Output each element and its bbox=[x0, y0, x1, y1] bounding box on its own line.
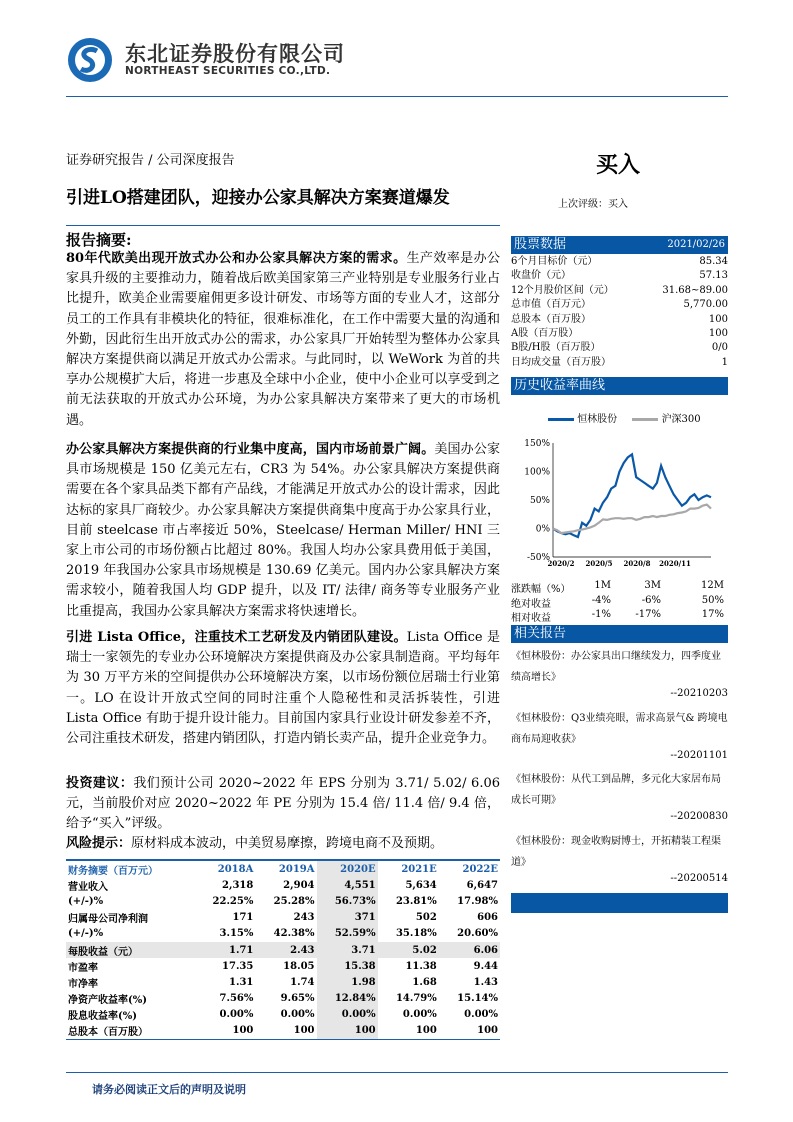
stock-data-row bbox=[511, 269, 728, 283]
summary-paragraph-1 bbox=[66, 249, 500, 431]
table-cell: (+/-)% bbox=[68, 928, 104, 940]
table-row bbox=[66, 910, 500, 926]
table-cell: 243 bbox=[293, 912, 315, 924]
table-header-cell: 2018A bbox=[217, 863, 254, 875]
returns-cell: 涨跌幅（%） bbox=[511, 584, 571, 595]
related-report-link[interactable]: 《恒林股份：现金收购厨博士，开拓精装工程渠道》 bbox=[511, 835, 721, 868]
paragraph-text: 我们预计公司 2020~2022 年 EPS 分别为 3.71/ 5.02/ 6.06 元，当前股价对应 2020~2022 年 PE 分别为 15.4 倍/ 11.4 倍/ 9.4 倍，给予“买入”评级。 bbox=[66, 776, 500, 832]
returns-cell: 3M bbox=[644, 580, 661, 591]
table-cell: 56.73% bbox=[317, 893, 378, 909]
stock-data-label: 12个月股价区间（元） bbox=[511, 284, 614, 296]
table-cell: 502 bbox=[415, 912, 437, 924]
table-cell: 52.59% bbox=[317, 926, 378, 942]
paragraph-lead: 投资建议： bbox=[66, 776, 134, 791]
table-cell: 营业收入 bbox=[68, 881, 108, 893]
rating: 买入 bbox=[596, 152, 641, 178]
table-cell: 100 bbox=[415, 1025, 437, 1037]
table-row bbox=[66, 877, 500, 893]
table-cell: 14.79% bbox=[395, 993, 437, 1005]
table-cell: 20.60% bbox=[457, 928, 498, 940]
table-cell: 1.71 bbox=[194, 942, 255, 958]
table-cell: 1.98 bbox=[317, 974, 378, 990]
paragraph-text: 美国办公家具市场规模是 150 亿美元左右，CR3 为 54%。办公家具解决方案提供商需要在各个家具品类下都有产品线，才能满足开放式办公的设计需求，因此达标的家具厂商较少。办公家具解决方案提供商集中度高于办公家具行业，目前 steelcase 市占率接近 50%，Steelcase/ Herman Miller/ HNI 三家上市公司的市场份额占比超过 80%。我国人均办公家具费用低于美国，2019 年我国办公家具市场规模是 130.69 亿美元。国内办公家具解决方案需求较小，随着我国人均 GDP 提升，以及 IT/ 法律/ 商务等专业服务产业比重提高，我国办公家具解决方案需求将快速增长。 bbox=[66, 442, 500, 619]
related-report-link[interactable]: 《恒林股份：从代工到品牌，多元化大家居布局成长可期》 bbox=[511, 774, 721, 806]
table-row bbox=[66, 974, 500, 990]
table-row bbox=[66, 958, 500, 974]
related-report-date: --20210203 bbox=[670, 688, 728, 699]
table-cell: 15.14% bbox=[457, 993, 498, 1005]
history-header bbox=[511, 377, 728, 395]
legend-swatch-henglin bbox=[548, 418, 574, 421]
related-reports-header bbox=[511, 625, 728, 643]
summary-heading: 报告摘要: bbox=[66, 231, 132, 249]
legend-label: 恒林股份 bbox=[577, 414, 618, 425]
stock-data-value: 100 bbox=[708, 313, 728, 325]
company-logo-icon bbox=[66, 36, 114, 84]
table-cell: 归属母公司净利润 bbox=[68, 914, 148, 926]
table-cell: 42.38% bbox=[273, 928, 315, 940]
stock-data-value: 85.34 bbox=[699, 256, 728, 267]
returns-cell: 12M bbox=[701, 580, 724, 591]
table-row bbox=[66, 1007, 500, 1023]
table-row bbox=[66, 926, 500, 942]
y-tick-label: 150% bbox=[524, 439, 550, 449]
company-name-cn: 东北证券股份有限公司 bbox=[125, 42, 345, 66]
table-cell: 1.74 bbox=[290, 976, 315, 988]
returns-cell: 50% bbox=[701, 594, 724, 606]
table-cell: 2.43 bbox=[255, 942, 316, 958]
table-cell: 606 bbox=[477, 912, 498, 924]
returns-cell: -17% bbox=[635, 609, 661, 620]
table-header-cell: 2022E bbox=[462, 863, 498, 875]
table-cell: 100 bbox=[317, 1023, 378, 1040]
return-chart bbox=[511, 430, 728, 575]
table-cell: 2,904 bbox=[283, 879, 315, 891]
table-cell: 100 bbox=[232, 1025, 254, 1037]
x-tick-label: 2020/11 bbox=[659, 559, 691, 568]
stock-data-value: 1 bbox=[721, 356, 728, 368]
paragraph-text: 原材料成本波动，中美贸易摩擦，跨境电商不及预期。 bbox=[131, 836, 444, 851]
stock-data-row bbox=[511, 284, 728, 298]
footer-disclaimer: 请务必阅读正文后的声明及说明 bbox=[92, 1083, 246, 1096]
stock-data-row bbox=[511, 313, 728, 327]
table-cell: 净资产收益率(%) bbox=[68, 995, 147, 1007]
x-tick-label: 2020/8 bbox=[623, 559, 651, 568]
table-cell: 1.43 bbox=[473, 976, 498, 988]
stock-data-row bbox=[511, 327, 728, 341]
paragraph-lead: 引进 Lista Office，注重技术工艺研发及内销团队建设。 bbox=[66, 630, 407, 645]
table-cell: 5,634 bbox=[405, 879, 437, 891]
stock-data-label: B股/H股（百万股） bbox=[511, 342, 601, 354]
table-row bbox=[66, 942, 500, 958]
legend-label: 沪深300 bbox=[661, 414, 701, 425]
stock-data-value: 31.68~89.00 bbox=[662, 284, 728, 296]
paragraph-text: 生产效率是办公家具升级的主要推动力，随着战后欧美国家第三产业特别是专业服务行业占比提升，欧美企业需要雇佣更多设计研发、市场等方面的专业人才，这部分员工的工作具有非模块化的特征，很难标准化，在工作中需要大量的沟通和外勤，因此衍生出开放式办公的需求，办公家具厂开始转型为整体办公家具解决方案提供商以满足开放式办公需求。与此同时，以 WeWork 为首的共享办公规模扩大后，将进一步惠及全球中小企业，使中小企业可以享受到之前无法获取的开放式办公环境，为办公家具解决方案带来了更大的市场机遇。 bbox=[66, 251, 500, 428]
table-cell: 11.38 bbox=[405, 960, 437, 972]
table-cell: 171 bbox=[232, 912, 254, 924]
table-header-cell: 2019A bbox=[278, 863, 315, 875]
stock-data-value: 5,770.00 bbox=[683, 299, 728, 311]
related-report-date: --20200830 bbox=[670, 811, 728, 822]
table-cell: 100 bbox=[477, 1025, 498, 1037]
stock-data-row bbox=[511, 341, 728, 355]
table-cell: (+/-)% bbox=[68, 895, 104, 907]
summary-paragraph-2 bbox=[66, 440, 500, 622]
table-cell: 9.65% bbox=[280, 993, 315, 1005]
stock-data-label: 收盘价（元） bbox=[511, 270, 571, 282]
stock-data-value: 100 bbox=[708, 328, 728, 339]
summary-paragraph-3 bbox=[66, 628, 500, 749]
table-cell: 0.00% bbox=[219, 1009, 254, 1021]
related-report-link[interactable]: 《恒林股份：Q3业绩亮眼，需求高景气& 跨境电商布局迎收获》 bbox=[511, 712, 728, 745]
table-cell: 25.28% bbox=[273, 895, 315, 907]
stock-data-label: 总市值（百万元） bbox=[511, 299, 591, 311]
series-line-henglin bbox=[553, 454, 711, 537]
stock-data-label: 总股本（百万股） bbox=[511, 313, 591, 325]
table-cell: 22.25% bbox=[212, 895, 254, 907]
table-cell: 3.71 bbox=[317, 942, 378, 958]
returns-cell: 相对收益 bbox=[511, 613, 551, 624]
table-cell: 5.02 bbox=[378, 942, 439, 958]
table-cell: 18.05 bbox=[283, 960, 315, 972]
stock-data-label: A股（百万股） bbox=[511, 328, 579, 339]
stock-data-date: 2021/02/26 bbox=[667, 239, 725, 250]
table-cell: 2,318 bbox=[222, 879, 254, 891]
x-tick-label: 2020/2 bbox=[547, 559, 575, 568]
table-row bbox=[66, 1023, 500, 1040]
table-cell: 6.06 bbox=[439, 942, 500, 958]
stock-data-label: 6个月目标价（元） bbox=[511, 256, 598, 267]
table-cell: 0.00% bbox=[402, 1009, 437, 1021]
paragraph-lead: 80年代欧美出现开放式办公和办公家具解决方案的需求。 bbox=[66, 251, 407, 266]
table-cell: 市净率 bbox=[68, 978, 98, 990]
blue-block bbox=[511, 893, 728, 913]
paragraph-text: Lista Office 是瑞士一家领先的专业办公环境解决方案提供商及办公家具制造商。平均每年为 30 万平方米的空间提供办公环境解决方案，以市场份额位居瑞士行业第一。LO 在设计开放式空间的同时注重个人隐秘性和灵活拆装性，引进 Lista Office 有助于提升设计能力。目前国内家具行业设计研发参差不齐，公司注重技术研发，搭建内销团队，打造内销长卖产品，提升企业竞争力。 bbox=[66, 630, 500, 747]
breadcrumb: 证券研究报告 / 公司深度报告 bbox=[66, 153, 235, 168]
company-name-en: NORTHEAST SECURITIES CO.,LTD. bbox=[125, 65, 331, 77]
paragraph-lead: 风险提示： bbox=[66, 836, 132, 851]
related-report-date: --20201101 bbox=[670, 749, 728, 761]
table-cell: 0.00% bbox=[280, 1009, 315, 1021]
table-cell: 9.44 bbox=[473, 960, 498, 972]
divider bbox=[66, 225, 500, 226]
table-cell: 市盈率 bbox=[68, 962, 98, 974]
x-tick-label: 2020/5 bbox=[585, 559, 613, 568]
related-report-link[interactable]: 《恒林股份：办公家具出口继续发力，四季度业绩高增长》 bbox=[511, 651, 721, 683]
y-tick-label: -50% bbox=[526, 553, 550, 563]
divider bbox=[66, 1072, 728, 1073]
returns-cell: 1M bbox=[594, 580, 611, 591]
table-cell: 总股本（百万股） bbox=[68, 1027, 148, 1039]
stock-data-row bbox=[511, 298, 728, 312]
returns-cell: 绝对收益 bbox=[511, 598, 551, 610]
table-cell: 0.00% bbox=[317, 1007, 378, 1023]
returns-cell: 17% bbox=[701, 609, 724, 620]
table-cell: 12.84% bbox=[317, 991, 378, 1007]
table-row bbox=[66, 893, 500, 909]
legend-swatch-hs300 bbox=[632, 418, 658, 421]
series-line-hs300 bbox=[553, 505, 711, 533]
table-cell: 0.00% bbox=[464, 1009, 498, 1021]
table-cell: 3.15% bbox=[219, 928, 254, 940]
investment-advice bbox=[66, 774, 500, 835]
section-heading: 历史收益率曲线 bbox=[514, 378, 606, 393]
stock-data-row bbox=[511, 255, 728, 269]
section-heading: 相关报告 bbox=[514, 626, 567, 641]
table-header-row bbox=[66, 860, 500, 877]
y-tick-label: 100% bbox=[524, 467, 550, 478]
returns-cell: -6% bbox=[641, 594, 661, 606]
stock-data-row bbox=[511, 356, 728, 370]
table-cell: 每股收益（元） bbox=[66, 942, 194, 958]
returns-cell: -4% bbox=[591, 594, 611, 606]
table-cell: 4,551 bbox=[317, 877, 378, 893]
table-cell: 35.18% bbox=[395, 928, 437, 940]
table-row bbox=[66, 991, 500, 1007]
divider bbox=[66, 96, 728, 97]
stock-data-header bbox=[511, 236, 728, 254]
table-cell: 6,647 bbox=[466, 879, 498, 891]
stock-data-label: 日均成交量（百万股） bbox=[511, 356, 611, 368]
table-cell: 100 bbox=[293, 1025, 315, 1037]
table-cell: 1.68 bbox=[412, 976, 437, 988]
chart-legend bbox=[548, 410, 701, 425]
table-cell: 371 bbox=[317, 910, 378, 926]
table-cell: 股息收益率(%) bbox=[68, 1011, 137, 1023]
financial-summary-table bbox=[66, 859, 500, 1040]
report-title: 引进LO搭建团队，迎接办公家具解决方案赛道爆发 bbox=[66, 188, 450, 208]
y-tick-label: 50% bbox=[529, 496, 550, 506]
table-cell: 17.35 bbox=[222, 960, 254, 972]
previous-rating: 上次评级：买入 bbox=[558, 199, 628, 210]
table-cell: 17.98% bbox=[457, 895, 498, 907]
section-heading: 股票数据 bbox=[514, 237, 567, 252]
related-report-date: --20200514 bbox=[670, 872, 728, 884]
stock-data-value: 57.13 bbox=[699, 270, 728, 282]
table-header-cell: 2021E bbox=[401, 863, 437, 875]
table-cell: 7.56% bbox=[219, 993, 254, 1005]
table-header-cell: 财务摘要（百万元） bbox=[68, 865, 158, 877]
table-header-cell: 2020E bbox=[317, 860, 378, 877]
table-cell: 23.81% bbox=[395, 895, 437, 907]
returns-cell: -1% bbox=[591, 609, 611, 620]
risk-warning bbox=[66, 834, 500, 854]
table-cell: 15.38 bbox=[317, 958, 378, 974]
stock-data-value: 0/0 bbox=[711, 342, 728, 354]
table-cell: 1.31 bbox=[229, 976, 254, 988]
paragraph-lead: 办公家具解决方案提供商的行业集中度高，国内市场前景广阔。 bbox=[66, 442, 435, 457]
y-tick-label: 0% bbox=[535, 524, 550, 535]
